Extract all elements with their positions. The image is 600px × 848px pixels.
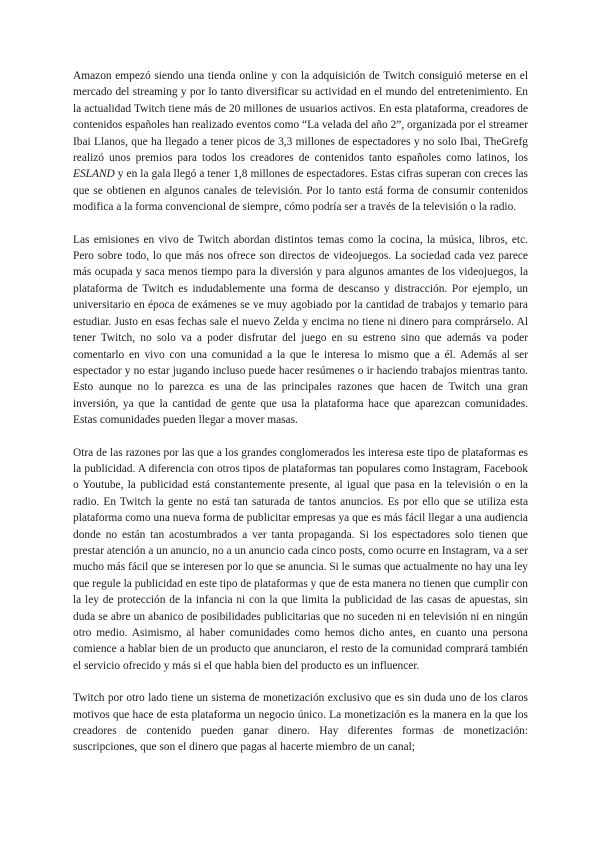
esland-emphasis: ESLAND [73,168,115,181]
paragraph-1 [73,68,528,216]
paragraph-4: Twitch por otro lado tiene un sistema de monetización exclusivo que es sin duda uno de los claros motivos que hace de esta plataforma un negocio único. La monetización es la manera en la que los creadores de contenido pueden ganar dinero. Hay diferentes formas de monetización: suscripciones, que son el dinero que pagas al hacerte miembro de un canal; [73,692,528,754]
paragraph-2: Las emisiones en vivo de Twitch abordan distintos temas como la cocina, la música, libros, etc. Pero sobre todo, lo que más nos ofrece son directos de videojuegos. La sociedad cada vez parece más ocupada y saca menos tiempo para la diversión y para algunos amantes de los videojuegos, la plataforma de Twitch es indudablemente una forma de descanso y distracción. Por ejemplo, un universitario en época de exámenes se ve muy agobiado por la cantidad de trabajos y temario para estudiar. Justo en esas fechas sale el nuevo Zelda y encima no tiene ni dinero para comprárselo. Al tener Twitch, no solo va a poder disfrutar del juego en su estreno sino que además va poder comentarlo en vivo con una comunidad a la que le interesa lo mismo que a él. Además al ser espectador y no estar jugando incluso puede hacer resúmenes o ir haciendo trabajos mientras tanto. Esto aunque no lo parezca es una de las principales razones que hacen de Twitch una gran inversión, ya que la cantidad de gente que usa la plataforma hace que aparezcan comunidades. Estas comunidades pueden llegar a mover masas. [73,233,528,427]
paragraph-1-end: y en la gala llegó a tener 1,8 millones de espectadores. Estas cifras superan con creces las que se obtienen en algunos canales de televisión. Por lo tanto está forma de consumir contenidos modifica a la forma convencional de siempre, cómo podría ser a través de la televisión o la radio. [73,168,528,214]
body-text [73,68,528,756]
paragraph-1-start: Amazon empezó siendo una tienda online y con la adquisición de Twitch consiguió meterse en el mercado del streaming y por lo tanto diversificar su actividad en el mundo del entretenimiento. En la actualidad Twitch tiene más de 20 millones de usuarios activos. En esta plataforma, creadores de contenidos españoles han realizado eventos como “La velada del año 2”, organizada por el streamer Ibai Llanos, que ha llegado a tener picos de 3,3 millones de espectadores y no solo Ibai, TheGrefg realizó unos premios para todos los creadores de contenidos tanto españoles como latinos, los [73,70,528,165]
paragraph-3: Otra de las razones por las que a los grandes conglomerados les interesa este tipo de plataformas es la publicidad. A diferencia con otros tipos de plataformas tan populares como Instagram, Facebook o Youtube, la publicidad está constantemente presente, al igual que pasa en la televisión o en la radio. En Twitch la gente no está tan saturada de tantos anuncios. Es por ello que se utiliza esta plataforma como una nueva forma de publicitar empresas ya que es más fácil llegar a una audiencia donde no están tan acostumbrados a ver tanta propaganda. Si los espectadores solo tienen que prestar atención a un anuncio, no a un anuncio cada cinco posts, como ocurre en Instagram, va a ser mucho más fácil que se interesen por lo que se anuncia. Si le sumas que actualmente no hay una ley que regule la publicidad en este tipo de plataformas y que de esta manera no tienen que cumplir con la ley de protección de la infancia ni con la que limita la publicidad de las casas de apuestas, sin duda se abre un abanico de posibilidades publicitarias que no suceden ni en televisión ni en ningún otro medio. Asimismo, al haber comunidades como hemos dicho antes, en cuanto una persona comience a hablar bien de un producto que anunciaron, el resto de la comunidad comprará también el servicio ofrecido y más si el que habla bien del producto es un influencer. [73,446,528,672]
